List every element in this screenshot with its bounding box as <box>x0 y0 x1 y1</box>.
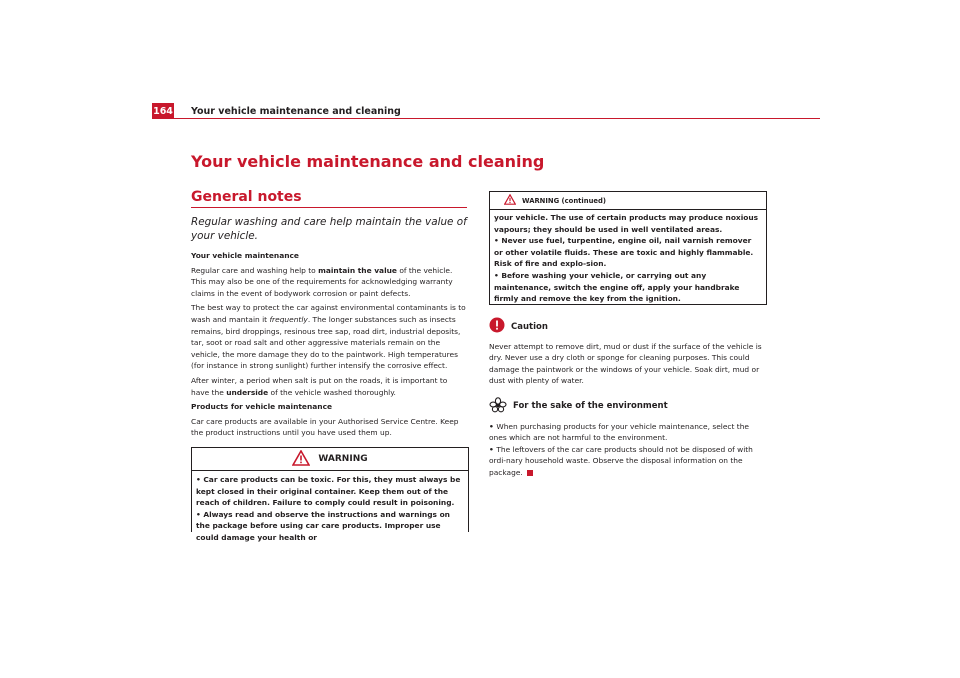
right-column-notes <box>489 317 765 479</box>
environment-bullet: • When purchasing products for your vehicle maintenance, select the ones which are not harmful to the environment. <box>489 421 749 443</box>
environment-bullet: • The leftovers of the car care products should not be disposed of with ordi-nary household waste. Observe the disposal information on the package. <box>489 444 753 477</box>
warning-continued-box <box>489 191 767 305</box>
warning-header <box>192 448 468 471</box>
warning-continued-label: WARNING (continued) <box>522 196 607 205</box>
warning-box <box>191 447 469 542</box>
header-rule <box>174 118 820 119</box>
section-title: General notes <box>191 189 302 205</box>
environment-header <box>489 397 765 418</box>
paragraph: After winter, a period when salt is put on the roads, it is important to have the underside of the vehicle washed thoroughly. <box>191 375 448 397</box>
warning-bullet: • Never use fuel, turpentine, engine oil, nail varnish remover or other volatile fluids. These are toxic and highly flammable. Risk of fire and explo-sion. <box>494 236 754 269</box>
warning-triangle-icon <box>292 450 310 469</box>
lead-paragraph: Regular washing and care help maintain the value of your vehicle. <box>191 216 467 242</box>
section-rule <box>191 207 467 208</box>
running-header: Your vehicle maintenance and cleaning <box>191 106 401 117</box>
caution-icon <box>489 317 505 338</box>
end-of-section-marker <box>527 470 533 476</box>
warning-bullet: • Car care products can be toxic. For this, they must always be kept closed in their original container. Keep them out of the reach of children. Failure to comply could result in poisoning. <box>196 475 461 508</box>
paragraph: The best way to protect the car against environmental contaminants is to wash and mantain it frequently. The longer substances such as insects remains, bird droppings, resinous tree sap, road dirt, industrial deposits, tar, soot or road salt and other aggressive materials remain on the vehicle, the more damage they do to the paintwork. High temperatures (for instance in strong sunlight) further intensify the corrosive effect. <box>191 303 466 371</box>
subheading-products: Products for vehicle maintenance <box>191 402 333 412</box>
warning-triangle-icon <box>504 194 516 207</box>
environment-label: For the sake of the environment <box>513 401 668 412</box>
chapter-title: Your vehicle maintenance and cleaning <box>191 152 545 171</box>
warning-paragraph: your vehicle. The use of certain products may produce noxious vapours; they should be used in well ventilated areas. <box>494 213 759 234</box>
warning-bullet: • Always read and observe the instructions and warnings on the package before using car care products. Improper use could damage your health or <box>196 509 450 542</box>
paragraph: Car care products are available in your Authorised Service Centre. Keep the product instructions until you have used them up. <box>191 416 459 438</box>
paragraph: Regular care and washing help to maintain the value of the vehicle. This may also be one of the requirements for acknowledging warranty claims in the event of bodywork corrosion or paint defects. <box>191 265 453 298</box>
caution-text: Never attempt to remove dirt, mud or dust if the surface of the vehicle is dry. Never use a dry cloth or sponge for cleaning purposes. This could damage the paintwork or the windows of your vehicle. Soak dirt, mud or dust with plenty of water. <box>489 341 762 386</box>
warning-label: WARNING <box>318 454 368 464</box>
caution-header <box>489 317 765 338</box>
left-column <box>191 250 467 442</box>
caution-label: Caution <box>511 321 548 332</box>
page-number: 164 <box>152 103 174 119</box>
subheading-maintenance: Your vehicle maintenance <box>191 251 299 260</box>
warning-bullet: • Before washing your vehicle, or carrying out any maintenance, switch the engine off, apply your handbrake firmly and remove the key from the ignition. <box>494 270 740 304</box>
flower-icon <box>489 397 507 418</box>
warning-continued-header <box>490 192 766 210</box>
